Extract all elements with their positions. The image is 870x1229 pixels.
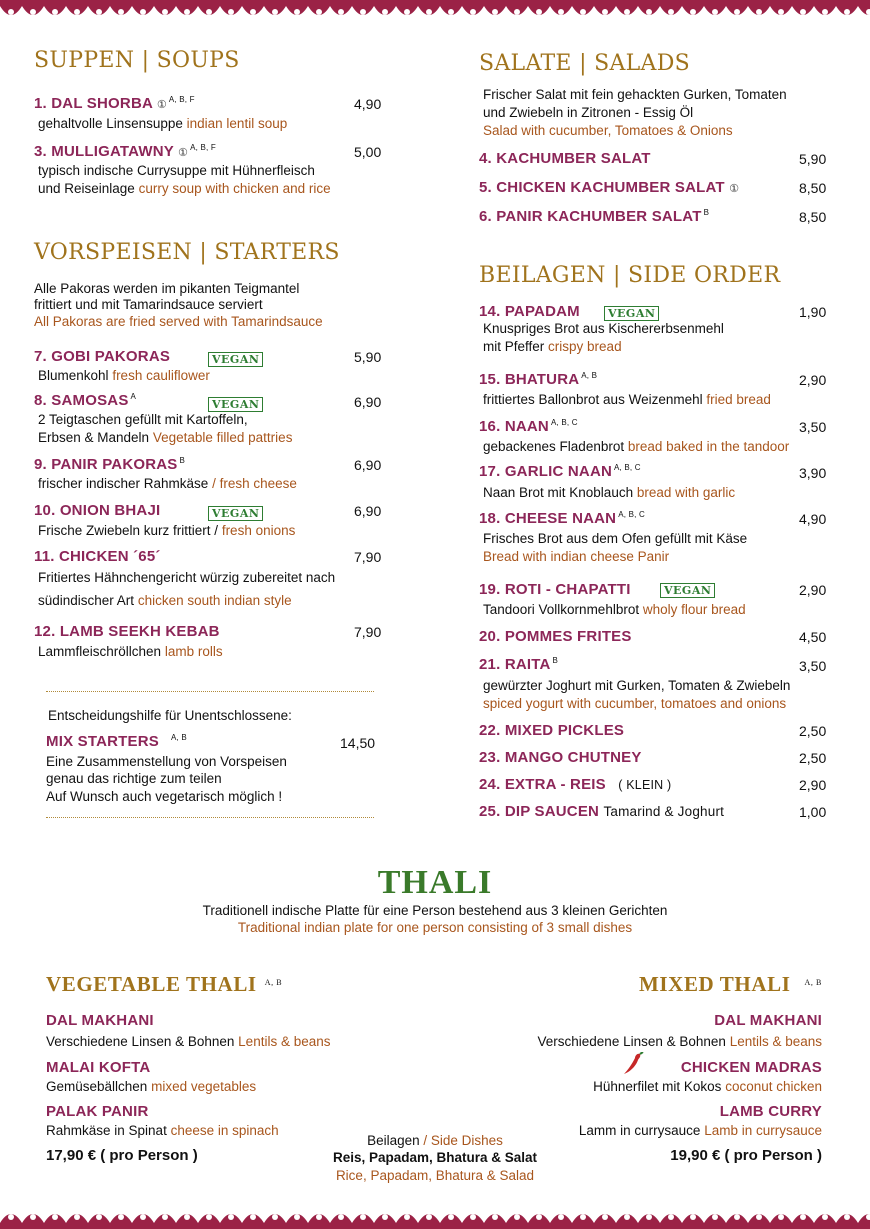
item-description: Erbsen & Mandeln Vegetable filled pattries: [38, 430, 293, 445]
item-description: frischer indischer Rahmkäse / fresh cheese: [38, 476, 297, 491]
vegan-badge: VEGAN: [604, 306, 659, 321]
item-description: Naan Brot mit Knoblauch bread with garlic: [483, 485, 736, 500]
thali-title: THALI: [377, 864, 493, 901]
item-description: 2 Teigtaschen gefüllt mit Kartoffeln,: [38, 412, 248, 427]
thali-dish-desc: Gemüsebällchen mixed vegetables: [46, 1079, 257, 1094]
item-description: typisch indische Currysuppe mit Hühnerfleisch: [38, 163, 315, 178]
thali-dish-name: LAMB CURRY: [719, 1103, 822, 1120]
starters-intro: frittiert und mit Tamarindsauce serviert: [34, 297, 263, 312]
price: 3,90: [799, 465, 827, 481]
vegan-badge: VEGAN: [660, 583, 715, 598]
help-text: Entscheidungshilfe für Unentschlossene:: [48, 708, 292, 723]
item-description: südindischer Art chicken south indian style: [38, 593, 292, 608]
price: 3,50: [799, 658, 827, 674]
menu-item-panir-kachumber-salat: 6. PANIR KACHUMBER SALAT $^B$: [479, 208, 710, 225]
item-description: gebackenes Fladenbrot bread baked in the tandoor: [483, 439, 790, 454]
item-description: Eine Zusammenstellung von Vorspeisen: [46, 754, 287, 769]
item-description: und Reiseinlage curry soup with chicken and rice: [38, 181, 331, 196]
vegan-badge: VEGAN: [208, 352, 263, 367]
dotted-divider: [46, 691, 374, 692]
item-description: Frische Zwiebeln kurz frittiert / fresh onions: [38, 523, 296, 538]
item-description: Auf Wunsch auch vegetarisch möglich !: [46, 789, 283, 804]
item-description: Tandoori Vollkornmehlbrot wholy flour bread: [483, 602, 746, 617]
vegan-badge: VEGAN: [208, 397, 263, 412]
vegetable-thali-title: VEGETABLE THALI $^{A, B}$: [46, 972, 283, 996]
price: 4,90: [354, 96, 382, 112]
price: 5,90: [799, 151, 827, 167]
thali-dish-name: CHICKEN MADRAS: [680, 1059, 822, 1076]
item-description-en: spiced yogurt with cucumber, tomatoes and onions: [483, 696, 787, 711]
item-description: Lammfleischröllchen lamb rolls: [38, 644, 223, 659]
menu-item-onion-bhaji: 10. ONION BHAJI: [34, 502, 161, 519]
menu-item-raita: 21. RAITA $^B$: [479, 656, 559, 673]
price: 2,50: [799, 750, 827, 766]
thali-price: 19,90 € ( pro Person ): [670, 1147, 822, 1164]
thali-dish-name: PALAK PANIR: [46, 1103, 149, 1120]
thali-dish-name: DAL MAKHANI: [714, 1012, 822, 1029]
menu-item-mango-chutney: 23. MANGO CHUTNEY: [479, 749, 642, 766]
menu-item-kachumber-salat: 4. KACHUMBER SALAT: [479, 150, 651, 167]
price: 2,90: [799, 582, 827, 598]
thali-sides-en: Rice, Papadam, Bhatura & Salad: [335, 1168, 535, 1183]
menu-item-panir-pakoras: 9. PANIR PAKORAS $^B$: [34, 456, 186, 473]
thali-price: 17,90 € ( pro Person ): [46, 1147, 198, 1164]
item-description: mit Pfeffer crispy bread: [483, 339, 622, 354]
menu-item-chicken-65: 11. CHICKEN ´65´: [34, 548, 161, 565]
thali-dish-desc: Rahmkäse in Spinat cheese in spinach: [46, 1123, 279, 1138]
starters-intro-en: All Pakoras are fried served with Tamarindsauce: [34, 314, 323, 329]
menu-item-naan: 16. NAAN $^{A, B, C}$: [479, 418, 578, 435]
thali-dish-name: MALAI KOFTA: [46, 1059, 151, 1076]
thali-subtitle-en: Traditional indian plate for one person consisting of 3 small dishes: [237, 920, 633, 935]
salads-intro-en: Salad with cucumber, Tomatoes & Onions: [483, 123, 733, 138]
menu-item-mulligatawny: 3. MULLIGATAWNY ① $^{A, B, F}$: [34, 143, 216, 160]
thali-dish-name: DAL MAKHANI: [46, 1012, 154, 1029]
salads-intro: und Zwiebeln in Zitronen - Essig Öl: [483, 105, 694, 120]
menu-item-samosas: 8. SAMOSAS $^A$: [34, 392, 137, 409]
price: 1,00: [799, 804, 827, 820]
thali-subtitle: Traditionell indische Platte für eine Person bestehend aus 3 kleinen Gerichten: [202, 903, 668, 918]
menu-item-mixed-pickles: 22. MIXED PICKLES: [479, 722, 625, 739]
item-description: Fritiertes Hähnchengericht würzig zubereitet nach: [38, 570, 336, 585]
top-ornament-border: [0, 0, 870, 30]
price: 2,90: [799, 777, 827, 793]
menu-item-papadam: 14. PAPADAM: [479, 303, 580, 320]
sides-heading: BEILAGEN | SIDE ORDER: [479, 263, 781, 288]
thali-dish-desc: Lamm in currysauce Lamb in currysauce: [578, 1123, 822, 1138]
menu-item-extra-reis: 24. EXTRA - REIS ( KLEIN ): [479, 776, 672, 793]
item-description: gewürzter Joghurt mit Gurken, Tomaten & Zwiebeln: [483, 678, 791, 693]
bottom-ornament-border: [0, 1199, 870, 1229]
menu-item-dal-shorba: 1. DAL SHORBA ① $^{A, B, F}$: [34, 95, 195, 112]
price: 4,90: [799, 511, 827, 527]
menu-item-dip-saucen: 25. DIP SAUCEN Tamarind & Joghurt: [479, 803, 725, 820]
price: 6,90: [354, 457, 382, 473]
salads-intro: Frischer Salat mit fein gehackten Gurken, Tomaten: [483, 87, 787, 102]
starters-intro: Alle Pakoras werden im pikanten Teigmantel: [34, 281, 300, 296]
item-description: frittiertes Ballonbrot aus Weizenmehl fried bread: [483, 392, 771, 407]
price: 5,90: [354, 349, 382, 365]
price: 2,90: [799, 372, 827, 388]
chili-icon: [622, 1052, 644, 1081]
item-description: Frisches Brot aus dem Ofen gefüllt mit Käse: [483, 531, 748, 546]
menu-item-mix-starters: MIX STARTERS $^{A, B}$: [46, 733, 187, 750]
item-description: genau das richtige zum teilen: [46, 771, 222, 786]
item-description: Knuspriges Brot aus Kischererbsenmehl: [483, 321, 724, 336]
menu-item-garlic-naan: 17. GARLIC NAAN $^{A, B, C}$: [479, 463, 641, 480]
price: 6,90: [354, 503, 382, 519]
price: 7,90: [354, 624, 382, 640]
menu-item-lamb-seekh-kebab: 12. LAMB SEEKH KEBAB: [34, 623, 220, 640]
mixed-thali-title: MIXED THALI $^{A, B}$: [638, 972, 822, 996]
soups-heading: SUPPEN | SOUPS: [34, 48, 240, 73]
menu-item-bhatura: 15. BHATURA $^{A, B}$: [479, 371, 598, 388]
item-description-en: Bread with indian cheese Panir: [483, 549, 670, 564]
thali-sides: Reis, Papadam, Bhatura & Salat: [332, 1150, 538, 1165]
price: 4,50: [799, 629, 827, 645]
price: 6,90: [354, 394, 382, 410]
menu-item-roti-chapatti: 19. ROTI - CHAPATTI: [479, 581, 631, 598]
vegan-badge: VEGAN: [208, 506, 263, 521]
price: 5,00: [354, 144, 382, 160]
menu-item-gobi-pakoras: 7. GOBI PAKORAS: [34, 348, 171, 365]
thali-sides-label: Beilagen / Side Dishes: [367, 1133, 503, 1148]
menu-item-pommes-frites: 20. POMMES FRITES: [479, 628, 632, 645]
starters-heading: VORSPEISEN | STARTERS: [34, 240, 340, 265]
thali-dish-desc: Hühnerfilet mit Kokos coconut chicken: [593, 1079, 822, 1094]
salads-heading: SALATE | SALADS: [479, 51, 691, 76]
thali-dish-desc: Verschiedene Linsen & Bohnen Lentils & beans: [46, 1034, 331, 1049]
price: 3,50: [799, 419, 827, 435]
thali-dish-desc: Verschiedene Linsen & Bohnen Lentils & beans: [537, 1034, 822, 1049]
item-description: gehaltvolle Linsensuppe indian lentil soup: [38, 116, 288, 131]
price: 7,90: [354, 549, 382, 565]
item-description: Blumenkohl fresh cauliflower: [38, 368, 210, 383]
price: 8,50: [799, 209, 827, 225]
price: 2,50: [799, 723, 827, 739]
price: 8,50: [799, 180, 827, 196]
price: 14,50: [340, 735, 376, 751]
menu-item-chicken-kachumber-salat: 5. CHICKEN KACHUMBER SALAT ①: [479, 179, 740, 196]
dotted-divider: [46, 817, 374, 818]
price: 1,90: [799, 304, 827, 320]
menu-item-cheese-naan: 18. CHEESE NAAN $^{A, B, C}$: [479, 510, 645, 527]
